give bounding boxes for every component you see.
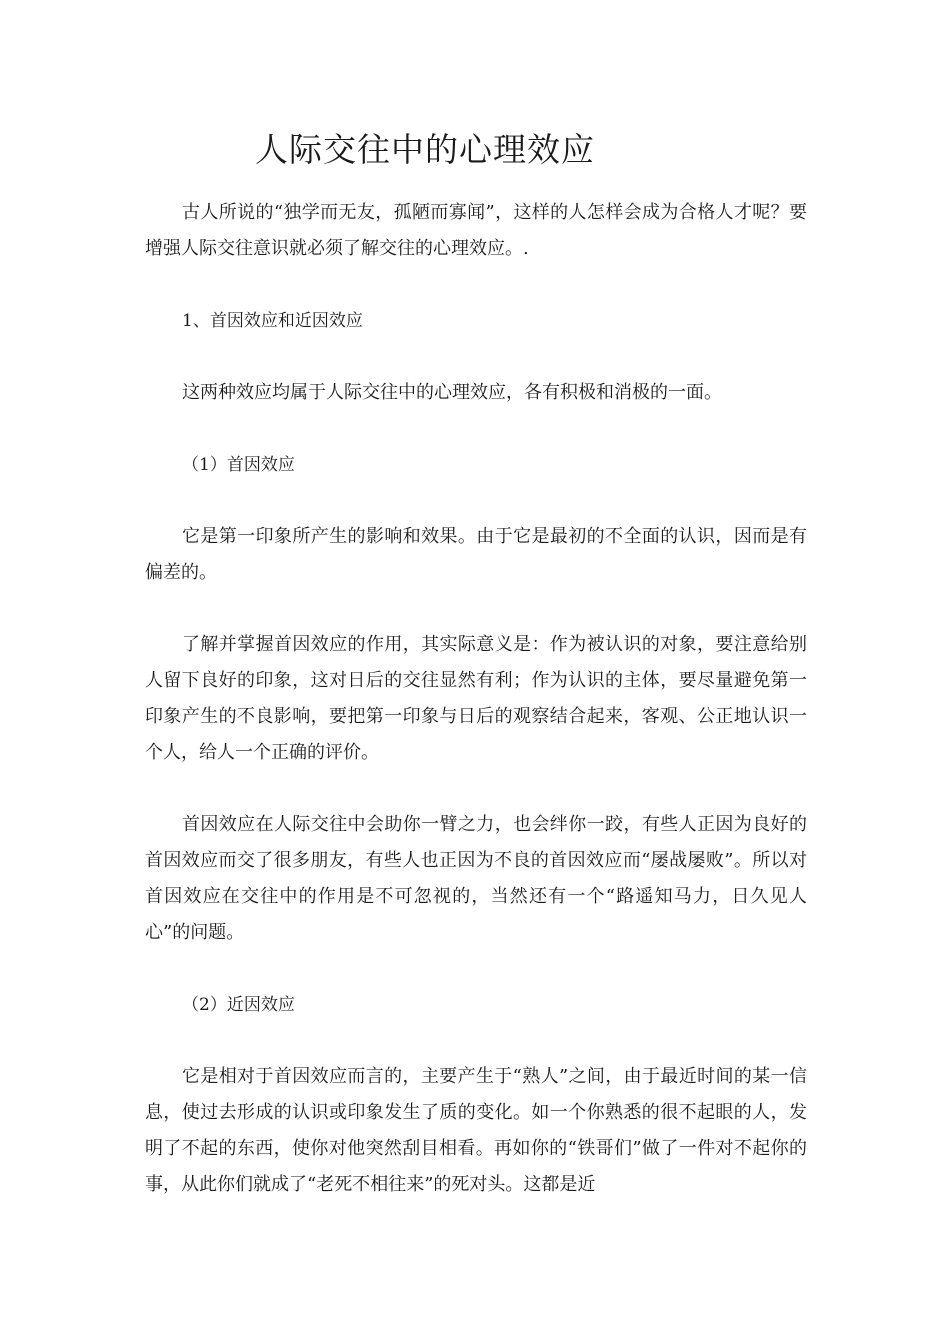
- document-body: [145, 195, 807, 1203]
- subheading-recency-effect: （2）近因效应: [182, 995, 295, 1015]
- subheading-primacy-effect: （1）首因效应: [182, 455, 295, 475]
- document-title: 人际交往中的心理效应: [255, 130, 595, 169]
- section-heading-1: 1、首因效应和近因效应: [182, 311, 363, 331]
- section-intro-paragraph: 这两种效应均属于人际交往中的心理效应，各有积极和消极的一面。: [182, 382, 722, 403]
- primacy-definition-paragraph: 它是第一印象所产生的影响和效果。由于它是最初的不全面的认识，因而是有偏差的。: [145, 526, 807, 583]
- recency-definition-paragraph: 它是相对于首因效应而言的，主要产生于“熟人”之间，由于最近时间的某一信息，使过去形成的认识或印象发生了质的变化。如一个你熟悉的很不起眼的人，发明了不起的东西，使你对他突然刮目相看。再如你的“铁哥们”做了一件对不起你的事，从此你们就成了“老死不相往来”的死对头。这都是近: [145, 1066, 807, 1195]
- primacy-significance-paragraph: 了解并掌握首因效应的作用，其实际意义是：作为被认识的对象，要注意给别人留下良好的印象，这对日后的交往显然有利；作为认识的主体，要尽量避免第一印象产生的不良影响，要把第一印象与日后的观察结合起来，客观、公正地认识一个人，给人一个正确的评价。: [145, 634, 807, 763]
- primacy-impact-paragraph: 首因效应在人际交往中会助你一臂之力，也会绊你一跤，有些人正因为良好的首因效应而交了很多朋友，有些人也正因为不良的首因效应而“屡战屡败”。所以对首因效应在交往中的作用是不可忽视的，当然还有一个“路遥知马力，日久见人心”的问题。: [145, 814, 807, 943]
- intro-paragraph: 古人所说的“独学而无友，孤陋而寡闻”，这样的人怎样会成为合格人才呢？要增强人际交往意识就必须了解交往的心理效应。.: [145, 202, 807, 259]
